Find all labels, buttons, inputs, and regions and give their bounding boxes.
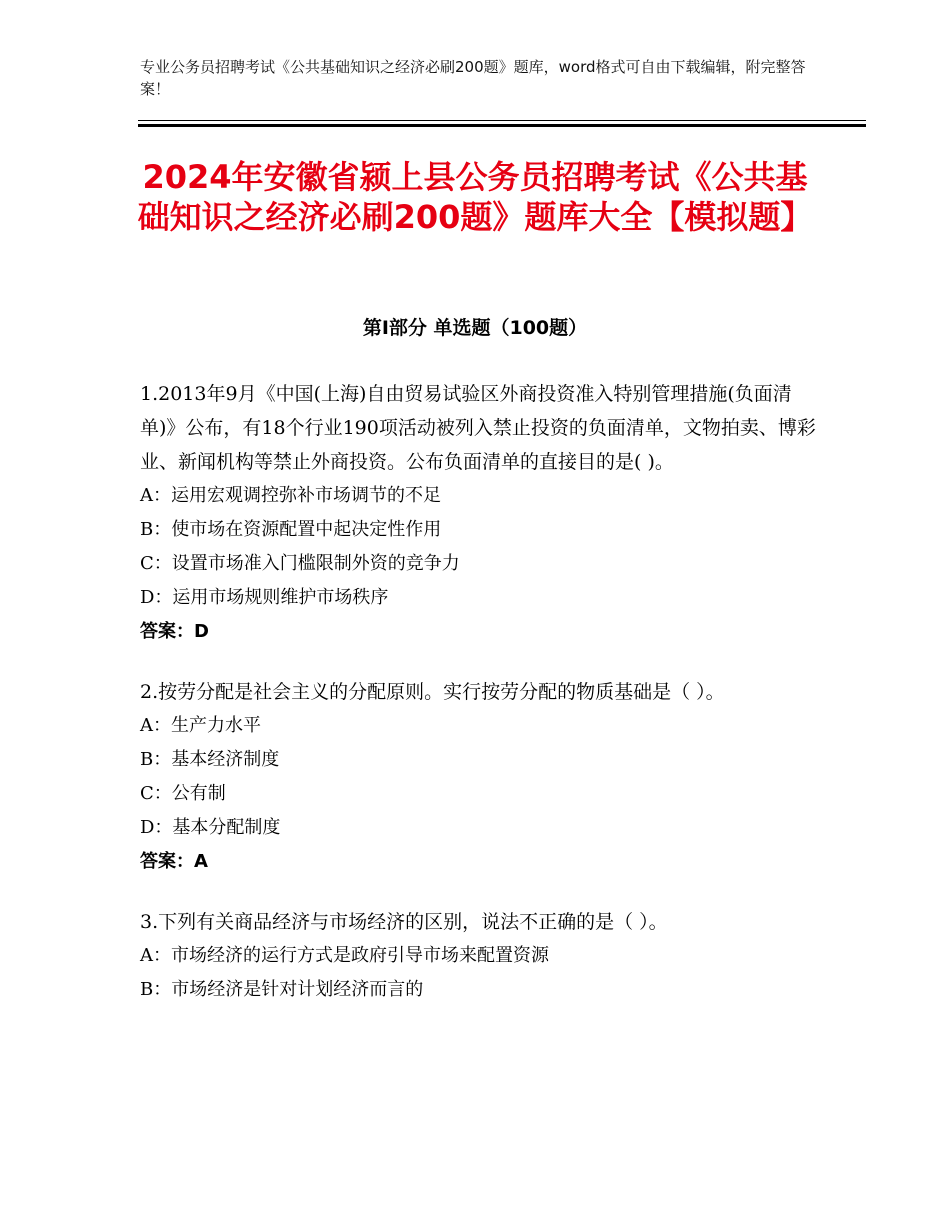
option-a: A：运用宏观调控弥补市场调节的不足 [140,485,441,506]
question-stem: 2.按劳分配是社会主义的分配原则。实行按劳分配的物质基础是（ ）。 [140,681,725,703]
question-3 [140,905,820,1007]
question-stem: 1.2013年9月《中国(上海)自由贸易试验区外商投资准入特别管理措施(负面清单)》公布，有18个行业190项活动被列入禁止投资的负面清单，文物拍卖、博彩业、新闻机构等禁止外商投资。公布负面清单的直接目的是( )。 [140,383,816,473]
option-c: C：公有制 [140,783,226,804]
option-b: B：市场经济是针对计划经济而言的 [140,979,424,1000]
option-c: C：设置市场准入门槛限制外资的竞争力 [140,553,460,574]
option-d: D：运用市场规则维护市场秩序 [140,587,389,608]
option-b: B：基本经济制度 [140,749,280,770]
document-title: 2024年安徽省颍上县公务员招聘考试《公共基础知识之经济必刷200题》题库大全【模拟题】 [137,158,813,236]
question-stem: 3.下列有关商品经济与市场经济的区别，说法不正确的是（ ）。 [140,911,668,933]
header-note: 专业公务员招聘考试《公共基础知识之经济必刷200题》题库，word格式可自由下载编辑，附完整答案！ [140,58,806,98]
answer: 答案：A [140,851,208,872]
question-list [140,377,820,1033]
option-b: B：使市场在资源配置中起决定性作用 [140,519,442,540]
question-2 [140,675,820,879]
header-rule-top [138,120,866,121]
question-1 [140,377,820,649]
header-rule-bottom [138,124,866,127]
option-a: A：市场经济的运行方式是政府引导市场来配置资源 [140,945,549,966]
option-a: A：生产力水平 [140,715,261,736]
answer: 答案：D [140,621,209,642]
section-heading: 第Ⅰ部分 单选题（100题） [362,317,588,339]
option-d: D：基本分配制度 [140,817,281,838]
